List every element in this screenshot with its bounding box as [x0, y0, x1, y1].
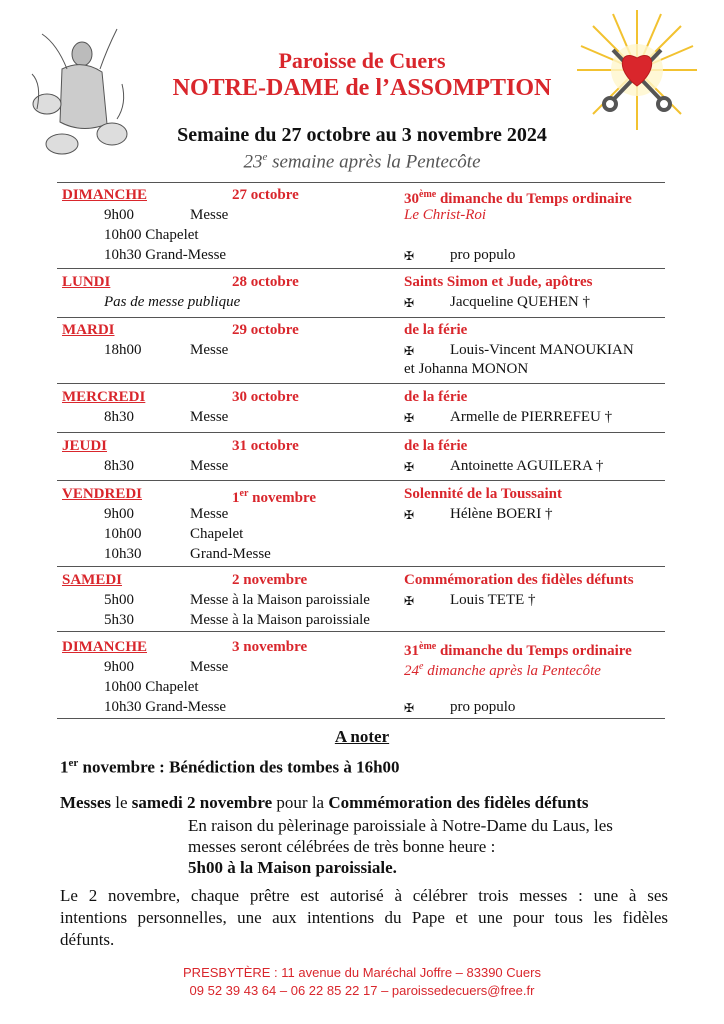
row-divider [57, 317, 665, 318]
mass-intention: Armelle de PIERREFEU † [450, 409, 613, 425]
service-label: Messe [190, 342, 229, 358]
mass-intention-cont: et Johanna MONON [404, 361, 529, 377]
service-time: 8h30 [104, 409, 134, 425]
service-label: Grand-Messe [190, 546, 271, 562]
service-label: Messe à la Maison paroissiale [190, 612, 370, 628]
day-date: 3 novembre [232, 639, 308, 655]
cross-icon: ✠ [404, 594, 415, 608]
notes-heading: A noter [334, 727, 390, 746]
day-name: MARDI [62, 322, 115, 338]
day-name: DIMANCHE [62, 187, 147, 203]
feast-title: de la férie [404, 389, 468, 405]
mass-intention: Louis-Vincent MANOUKIAN [450, 342, 634, 358]
cross-icon: ✠ [404, 249, 415, 263]
day-name: LUNDI [62, 274, 111, 290]
row-divider [57, 480, 665, 481]
service-label: Messe à la Maison paroissiale [190, 592, 370, 608]
row-divider [57, 432, 665, 433]
week-subtitle: 23e semaine après la Pentecôte [243, 151, 481, 173]
service-time: 9h00 [104, 659, 134, 675]
parish-name: Paroisse de Cuers [278, 48, 446, 73]
note-trois-messes-line1: Le 2 novembre, chaque prêtre est autorisé à célébrer trois messes : une à ses [60, 886, 668, 905]
day-date: 29 octobre [232, 322, 299, 338]
service-label: Messe [190, 458, 229, 474]
cross-icon: ✠ [404, 296, 415, 310]
note-messes-line: messes seront célébrées de très bonne heure : [188, 837, 496, 856]
row-divider [57, 268, 665, 269]
cross-icon: ✠ [404, 701, 415, 715]
feast-title: Commémoration des fidèles défunts [404, 572, 634, 588]
mass-intention: Jacqueline QUEHEN † [450, 294, 590, 310]
service-time: 10h30 [104, 546, 142, 562]
day-name: MERCREDI [62, 389, 146, 405]
note-messes-line: En raison du pèlerinage paroissiale à Notre-Dame du Laus, les [188, 816, 613, 835]
day-name: DIMANCHE [62, 639, 147, 655]
day-date: 30 octobre [232, 389, 299, 405]
feast-title: de la férie [404, 322, 468, 338]
service-label: Messe [190, 659, 229, 675]
feast-title: de la férie [404, 438, 468, 454]
service-time: 10h00 Chapelet [104, 227, 199, 243]
note-benediction: 1er novembre : Bénédiction des tombes à 16h00 [60, 757, 400, 777]
feast-subtitle: 24e dimanche après la Pentecôte [404, 661, 601, 679]
service-label: Messe [190, 207, 229, 223]
day-name: SAMEDI [62, 572, 123, 588]
cross-icon: ✠ [404, 411, 415, 425]
mass-intention: pro populo [450, 699, 516, 715]
feast-title: Solennité de la Toussaint [404, 486, 562, 502]
row-divider [57, 383, 665, 384]
service-time: 9h00 [104, 207, 134, 223]
row-divider [57, 566, 665, 567]
service-time: 10h00 [104, 526, 142, 542]
church-name: NOTRE-DAME de l’ASSOMPTION [172, 75, 552, 101]
week-title: Semaine du 27 octobre au 3 novembre 2024 [177, 124, 547, 146]
feast-title: 31ème dimanche du Temps ordinaire [404, 641, 632, 659]
service-time: 10h30 Grand-Messe [104, 699, 227, 715]
day-date: 27 octobre [232, 187, 299, 203]
footer-contact: 09 52 39 43 64 – 06 22 85 22 17 – paroissedecuers@free.fr [189, 983, 535, 998]
feast-title: 30ème dimanche du Temps ordinaire [404, 189, 632, 207]
feast-title: Saints Simon et Jude, apôtres [404, 274, 593, 290]
service-time: 10h00 Chapelet [104, 679, 199, 695]
day-name: JEUDI [62, 438, 108, 454]
mass-intention: Antoinette AGUILERA † [450, 458, 604, 474]
day-date: 1er novembre [232, 488, 317, 506]
note-trois-messes-line2: intentions personnelles, une aux intentions du Pape et une pour tous les fidèles [60, 908, 668, 927]
table-top-rule [57, 182, 665, 183]
note-messes-highlight: 5h00 à la Maison paroissiale. [188, 858, 397, 877]
day-name: VENDREDI [62, 486, 143, 502]
table-bottom-rule [57, 718, 665, 719]
mass-intention: Louis TETE † [450, 592, 536, 608]
service-time: 10h30 Grand-Messe [104, 247, 227, 263]
cross-icon: ✠ [404, 508, 415, 522]
day-note: Pas de messe publique [104, 294, 241, 310]
service-label: Messe [190, 409, 229, 425]
feast-subtitle: Le Christ-Roi [404, 207, 487, 223]
day-date: 2 novembre [232, 572, 308, 588]
mass-intention: Hélène BOERI † [450, 506, 553, 522]
mass-intention: pro populo [450, 247, 516, 263]
note-messes: Messes le samedi 2 novembre pour la Commémoration des fidèles défunts [60, 793, 589, 812]
service-time: 5h00 [104, 592, 134, 608]
day-date: 31 octobre [232, 438, 299, 454]
service-time: 8h30 [104, 458, 134, 474]
note-trois-messes-line3: défunts. [60, 930, 115, 949]
service-label: Messe [190, 506, 229, 522]
service-time: 5h30 [104, 612, 134, 628]
footer-address: PRESBYTÈRE : 11 avenue du Maréchal Joffre – 83390 Cuers [183, 965, 541, 980]
day-date: 28 octobre [232, 274, 299, 290]
cross-icon: ✠ [404, 460, 415, 474]
service-label: Chapelet [190, 526, 244, 542]
cross-icon: ✠ [404, 344, 415, 358]
service-time: 18h00 [104, 342, 142, 358]
service-time: 9h00 [104, 506, 134, 522]
row-divider [57, 631, 665, 632]
